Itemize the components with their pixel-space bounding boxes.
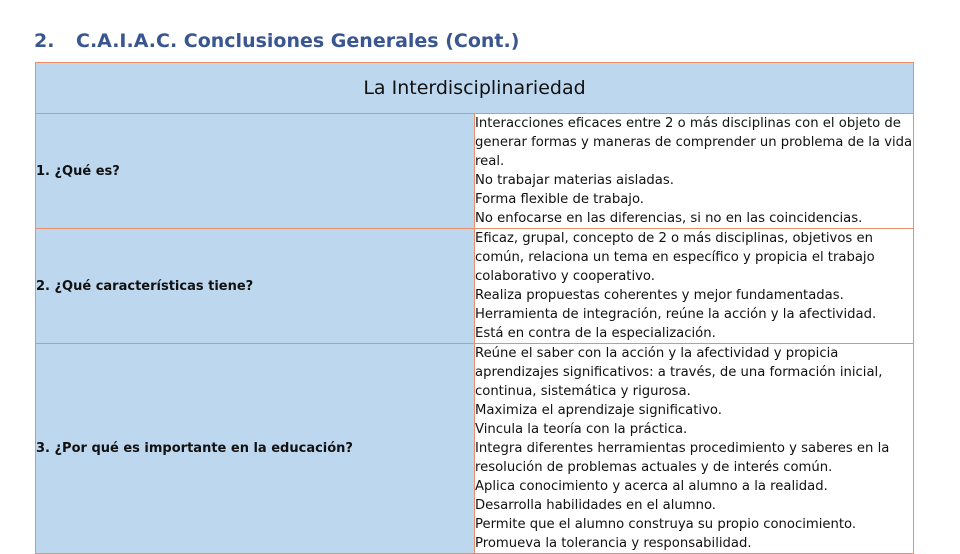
interdisciplinarity-table bbox=[35, 62, 914, 554]
question-cell: 2. ¿Qué características tiene? bbox=[36, 229, 475, 344]
answer-list bbox=[475, 229, 913, 343]
answer-item: Herramienta de integración, reúne la acción y la afectividad. bbox=[475, 307, 877, 322]
table-title: La Interdisciplinariedad bbox=[36, 63, 914, 114]
section-number: 2. bbox=[34, 30, 55, 52]
answer-item: Eficaz, grupal, concepto de 2 o más disciplinas, objetivos en común, relaciona un tema en específico y propicia el trabajo colaborativo y cooperativo. bbox=[475, 231, 875, 284]
answer-list bbox=[475, 344, 913, 553]
answer-cell bbox=[475, 114, 914, 229]
question-cell: 1. ¿Qué es? bbox=[36, 114, 475, 229]
answer-list bbox=[475, 114, 913, 228]
answer-item: Maximiza el aprendizaje significativo. bbox=[475, 403, 722, 418]
answer-item: Promueva la tolerancia y responsabilidad. bbox=[475, 536, 752, 551]
answer-item: Reúne el saber con la acción y la afectividad y propicia aprendizajes significativos: a través, de una formación inicial, continua, sistemática y rigurosa. bbox=[475, 346, 883, 399]
answer-item: Permite que el alumno construya su propio conocimiento. bbox=[475, 517, 857, 532]
answer-item: Interacciones eficaces entre 2 o más disciplinas con el objeto de generar formas y maneras de comprender un problema de la vida real. bbox=[475, 116, 913, 169]
answer-cell bbox=[475, 344, 914, 554]
answer-cell bbox=[475, 229, 914, 344]
answer-item: Aplica conocimiento y acerca al alumno a la realidad. bbox=[475, 479, 828, 494]
answer-item: Desarrolla habilidades en el alumno. bbox=[475, 498, 716, 513]
table-header-row bbox=[36, 63, 914, 114]
question-cell: 3. ¿Por qué es importante en la educación? bbox=[36, 344, 475, 554]
slide-title: C.A.I.A.C. Conclusiones Generales (Cont.) bbox=[76, 30, 520, 52]
answer-item: No trabajar materias aisladas. bbox=[475, 173, 674, 188]
answer-item: Vincula la teoría con la práctica. bbox=[475, 422, 688, 437]
slide-heading bbox=[34, 30, 519, 52]
answer-item: Está en contra de la especialización. bbox=[475, 326, 716, 341]
table-row bbox=[36, 114, 914, 229]
answer-item: Realiza propuestas coherentes y mejor fundamentadas. bbox=[475, 288, 844, 303]
answer-item: No enfocarse en las diferencias, si no en las coincidencias. bbox=[475, 211, 863, 226]
answer-item: Forma flexible de trabajo. bbox=[475, 192, 644, 207]
table-row bbox=[36, 229, 914, 344]
table-row bbox=[36, 344, 914, 554]
answer-item: Integra diferentes herramientas procedimiento y saberes en la resolución de problemas actuales y de interés común. bbox=[475, 441, 890, 475]
